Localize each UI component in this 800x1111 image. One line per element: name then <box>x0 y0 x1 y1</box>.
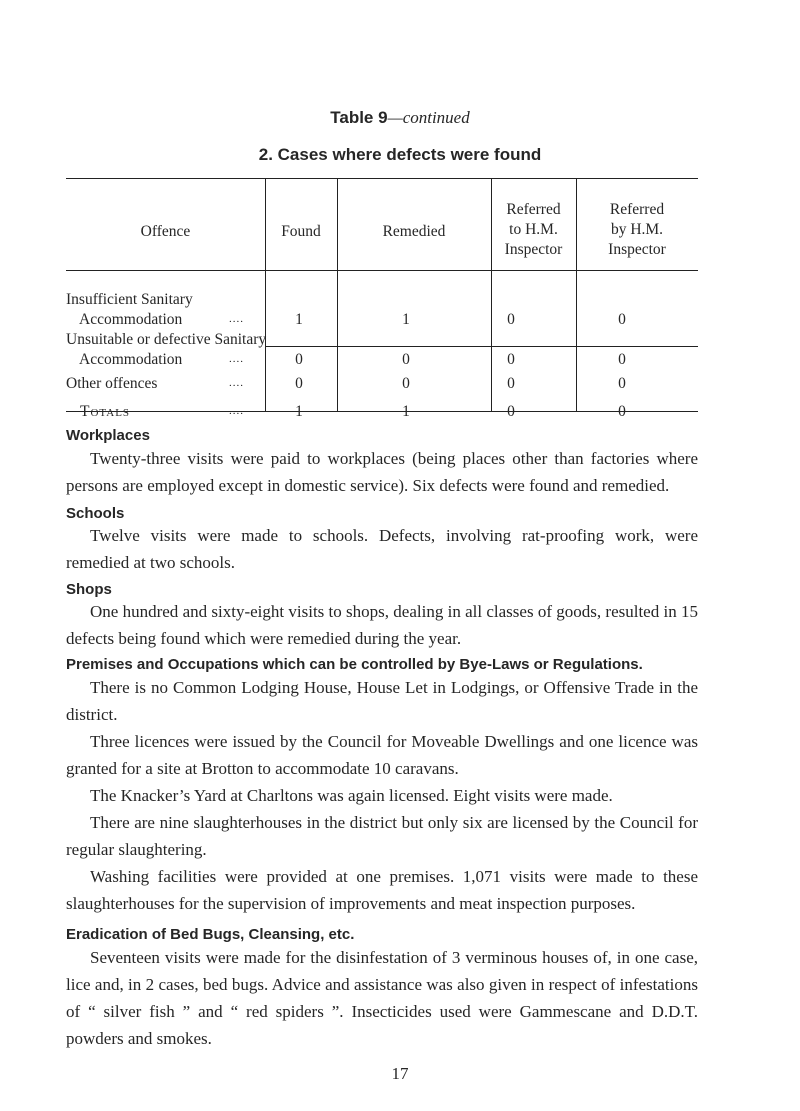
leader-dots: .... <box>229 313 244 325</box>
row-label <box>66 374 157 394</box>
section-paragraph: Washing facilities were provided at one premises. 1,071 visits were made to these slaughterhouses for the supervision of improvements and meat inspection purposes. <box>66 867 698 913</box>
header-referred-by-line: Inspector <box>608 241 666 258</box>
cell-referred-to: 0 <box>507 375 515 392</box>
table-title-suffix: —continued <box>387 108 470 127</box>
table-header-rule <box>66 270 698 271</box>
header-referred-to-line: to H.M. <box>509 221 558 238</box>
cell-referred-by: 0 <box>618 375 626 392</box>
cell-remedied: 1 <box>402 311 410 328</box>
totals-referred-by: 0 <box>618 403 626 420</box>
cell-remedied: 0 <box>402 375 410 392</box>
header-remedied: Remedied <box>382 223 446 240</box>
header-referred-by-line: by H.M. <box>610 221 664 238</box>
totals-label: Totals <box>80 403 131 420</box>
page-number: 17 <box>391 1064 409 1083</box>
header-found: Found <box>281 223 321 240</box>
row-label-line: Unsuitable or defective Sanitary <box>66 331 267 348</box>
header-referred-by <box>576 200 698 260</box>
table-divider-1 <box>265 178 266 411</box>
table-totals-rule <box>265 346 698 347</box>
totals-remedied: 1 <box>402 403 410 420</box>
header-offence: Offence <box>140 223 191 240</box>
section-paragraph: There is no Common Lodging House, House Let in Lodgings, or Offensive Trade in the district. <box>66 678 698 724</box>
table-subtitle: 2. Cases where defects were found <box>258 145 542 164</box>
section-paragraph: Twelve visits were made to schools. Defects, involving rat-proofing work, were remedied at two schools. <box>66 526 698 572</box>
table-top-rule <box>66 178 698 179</box>
section-paragraph: Three licences were issued by the Council for Moveable Dwellings and one licence was granted for a site at Brotton to accommodate 10 caravans. <box>66 732 698 778</box>
cell-referred-to: 0 <box>507 351 515 368</box>
section-heading: Schools <box>66 505 125 522</box>
section-paragraph: Twenty-three visits were paid to workplaces (being places other than factories where persons are employed except in domestic service). Six defects were found and remedied. <box>66 449 698 495</box>
cell-found: 0 <box>295 351 303 368</box>
header-referred-by-line: Referred <box>609 201 665 218</box>
section-heading: Eradication of Bed Bugs, Cleansing, etc. <box>66 926 355 943</box>
row-label-line: Accommodation <box>79 351 183 368</box>
table-divider-2 <box>337 178 338 411</box>
leader-dots: .... <box>229 405 244 417</box>
row-label-line: Other offences <box>66 375 158 392</box>
row-label <box>66 290 193 330</box>
cell-referred-to: 0 <box>507 311 515 328</box>
section-paragraph: There are nine slaughterhouses in the district but only six are licensed by the Council for regular slaughtering. <box>66 813 698 859</box>
section-paragraph: One hundred and sixty-eight visits to shops, dealing in all classes of goods, resulted in 15 defects being found which were remedied during the year. <box>66 602 698 648</box>
leader-dots: .... <box>229 377 244 389</box>
cell-referred-by: 0 <box>618 311 626 328</box>
table-title <box>0 108 800 128</box>
section-heading: Premises and Occupations which can be controlled by Bye-Laws or Regulations. <box>66 656 643 673</box>
header-referred-to-line: Inspector <box>504 241 563 258</box>
table-title-text: Table 9 <box>330 108 388 127</box>
section-paragraph: Seventeen visits were made for the disinfestation of 3 verminous houses of, in one case, lice and, in 2 cases, bed bugs. Advice and assistance was also given in respect of infestations of “ silver fish ” and “ red spiders ”. Insecticides used were Gammescane and D.D.T. powders and smokes. <box>66 948 698 1048</box>
leader-dots: .... <box>229 353 244 365</box>
section-heading: Workplaces <box>66 427 150 444</box>
header-referred-to-line: Referred <box>506 201 561 218</box>
section-paragraph: The Knacker’s Yard at Charltons was again licensed. Eight visits were made. <box>90 786 613 805</box>
header-referred-to <box>491 200 576 260</box>
cell-referred-by: 0 <box>618 351 626 368</box>
totals-found: 1 <box>295 403 303 420</box>
row-label-line: Insufficient Sanitary <box>66 291 193 308</box>
totals-referred-to: 0 <box>507 403 515 420</box>
cell-found: 0 <box>295 375 303 392</box>
section-heading: Shops <box>66 581 112 598</box>
row-label-line: Accommodation <box>79 311 183 328</box>
cell-remedied: 0 <box>402 351 410 368</box>
cell-found: 1 <box>295 311 303 328</box>
